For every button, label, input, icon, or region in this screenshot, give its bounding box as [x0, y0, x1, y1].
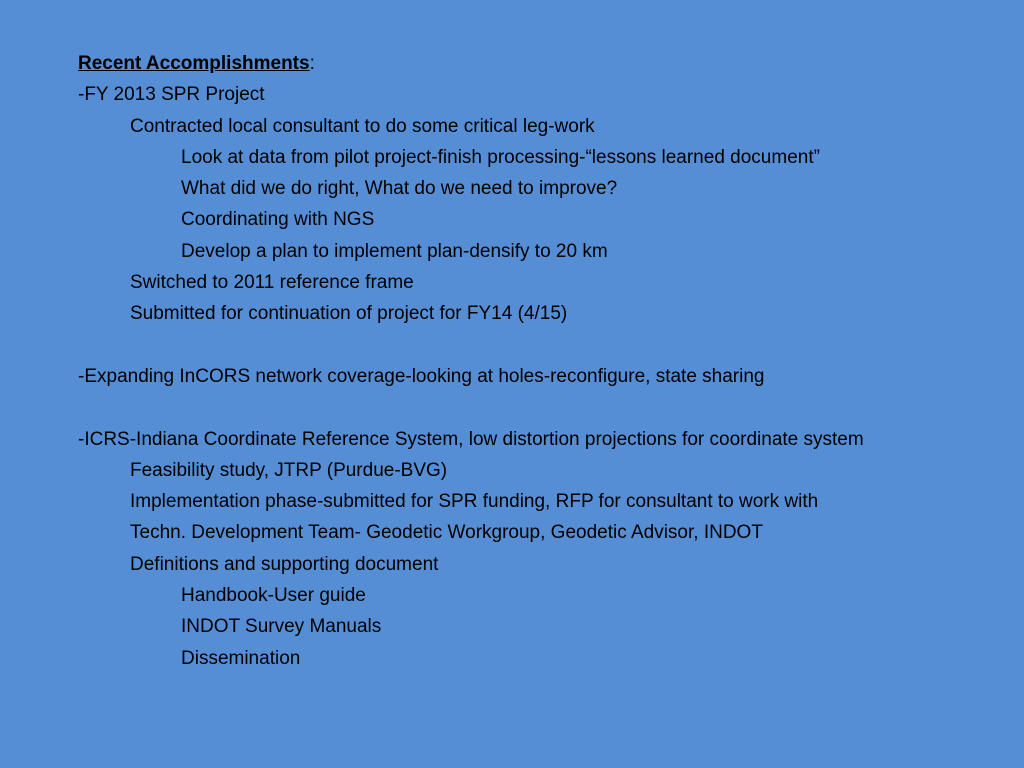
- section-title: -FY 2013 SPR Project: [78, 84, 265, 106]
- spacer: [78, 330, 1024, 361]
- list-item: What did we do right, What do we need to improve?: [181, 178, 618, 200]
- list-item: INDOT Survey Manuals: [181, 616, 382, 638]
- list-item: Switched to 2011 reference frame: [130, 272, 414, 294]
- list-item: Coordinating with NGS: [181, 209, 375, 231]
- list-item: Implementation phase-submitted for SPR funding, RFP for consultant to work with: [130, 491, 819, 513]
- list-item: Contracted local consultant to do some critical leg-work: [130, 115, 595, 137]
- section-title: -Expanding InCORS network coverage-looking at holes-reconfigure, state sharing: [78, 365, 765, 387]
- heading-colon: :: [309, 53, 315, 74]
- heading-title: Recent Accomplishments: [78, 53, 310, 74]
- spacer: [78, 392, 1024, 423]
- list-item: Techn. Development Team- Geodetic Workgroup, Geodetic Advisor, INDOT: [130, 522, 763, 544]
- list-item: Definitions and supporting document: [130, 553, 439, 575]
- section-title: -ICRS-Indiana Coordinate Reference System, low distortion projections for coordinate system: [78, 428, 864, 450]
- list-item: Look at data from pilot project-finish processing-“lessons learned document”: [181, 146, 820, 168]
- list-item: Submitted for continuation of project for FY14 (4/15): [130, 303, 568, 325]
- list-item: Develop a plan to implement plan-densify to 20 km: [181, 240, 608, 262]
- list-item: Handbook-User guide: [181, 585, 366, 607]
- slide-heading: [78, 48, 1024, 79]
- list-item: Feasibility study, JTRP (Purdue-BVG): [130, 459, 448, 481]
- list-item: Dissemination: [181, 647, 301, 669]
